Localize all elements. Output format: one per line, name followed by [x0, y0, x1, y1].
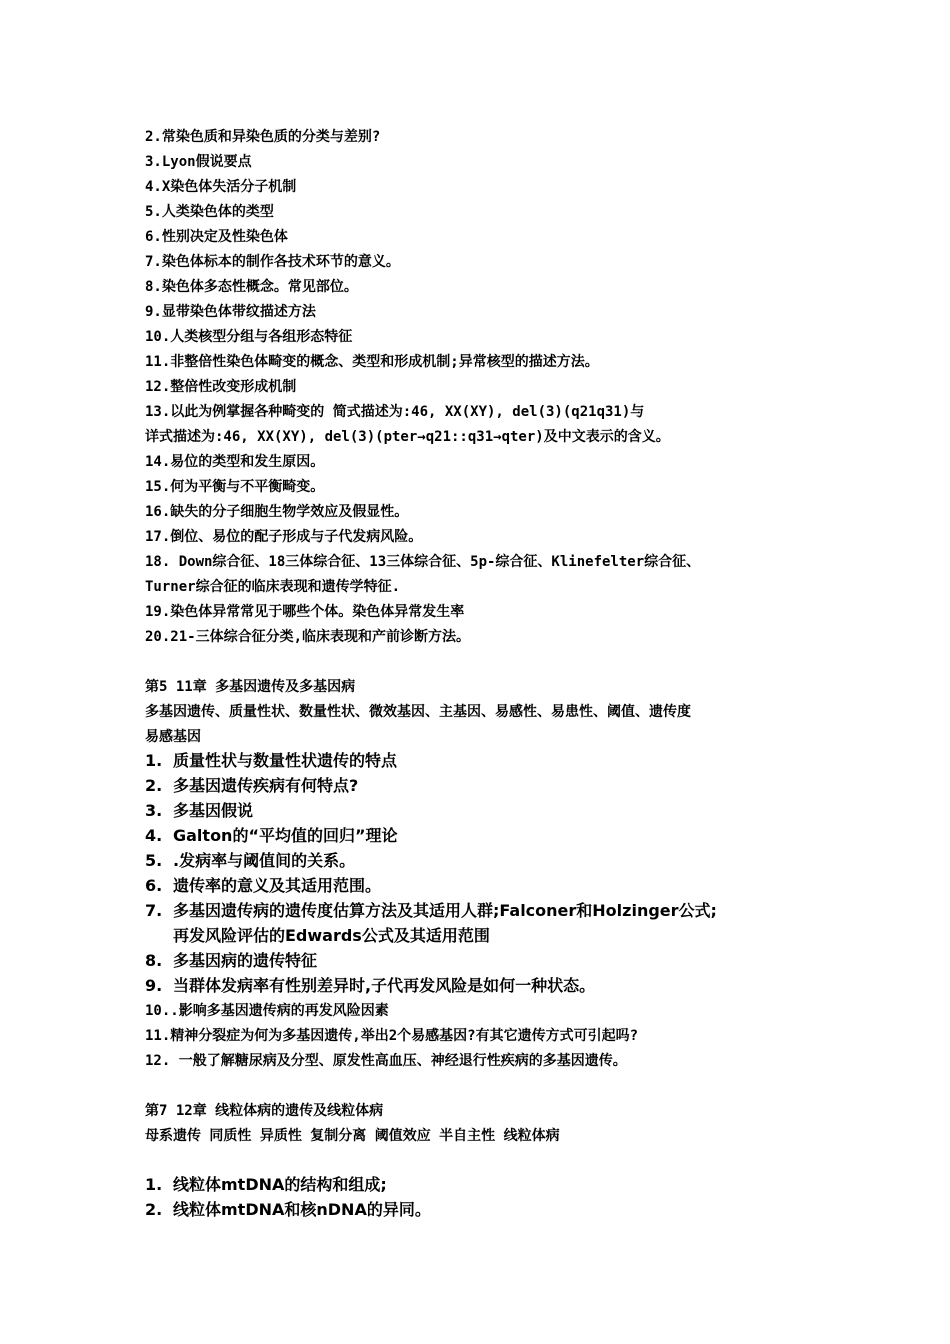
- list-item: 14.易位的类型和发生原因。: [145, 454, 325, 470]
- list-item: 12.整倍性改变形成机制: [145, 379, 297, 395]
- item-text: 多基因遗传疾病有何特点?: [173, 776, 359, 795]
- item-text: 当群体发病率有性别差异时,子代再发风险是如何一种状态。: [173, 976, 596, 995]
- list-item: [145, 876, 381, 896]
- list-item: [145, 976, 595, 996]
- list-item: [145, 826, 397, 846]
- section-heading: 第5 11章 多基因遗传及多基因病: [145, 679, 356, 695]
- item-number: 2.: [145, 1200, 163, 1219]
- item-text: 再发风险评估的Edwards公式及其适用范围: [173, 926, 490, 945]
- list-item: 8.染色体多态性概念。常见部位。: [145, 279, 358, 295]
- list-item: [145, 851, 355, 871]
- list-item: 5.人类染色体的类型: [145, 204, 274, 220]
- list-item: 4.X染色体失活分子机制: [145, 179, 297, 195]
- list-item: 12. 一般了解糖尿病及分型、原发性高血压、神经退行性疾病的多基因遗传。: [145, 1053, 627, 1069]
- item-text: 质量性状与数量性状遗传的特点: [173, 751, 398, 770]
- list-item: 20.21-三体综合征分类,临床表现和产前诊断方法。: [145, 629, 470, 645]
- list-item: [145, 801, 253, 821]
- list-item: 10.人类核型分组与各组形态特征: [145, 329, 353, 345]
- item-number: 8.: [145, 951, 163, 970]
- list-item: 16.缺失的分子细胞生物学效应及假显性。: [145, 504, 409, 520]
- item-number: 3.: [145, 801, 163, 820]
- item-number: 1.: [145, 751, 163, 770]
- item-text: 遗传率的意义及其适用范围。: [173, 876, 382, 895]
- item-text: 多基因假说: [173, 801, 254, 820]
- list-item: 17.倒位、易位的配子形成与子代发病风险。: [145, 529, 423, 545]
- list-item: 2.常染色质和异染色质的分类与差别?: [145, 129, 381, 145]
- keywords-line: 母系遗传 同质性 异质性 复制分离 阈值效应 半自主性 线粒体病: [145, 1128, 560, 1144]
- list-item: 13.以此为例掌握各种畸变的 简式描述为:46, XX(XY), del(3)(q21q31)与: [145, 404, 645, 420]
- list-item: [145, 901, 717, 921]
- list-item: 18. Down综合征、18三体综合征、13三体综合征、5p-综合征、Klinefelter综合征、: [145, 554, 701, 570]
- section-heading: 第7 12章 线粒体病的遗传及线粒体病: [145, 1103, 384, 1119]
- item-text: 线粒体mtDNA的结构和组成;: [173, 1175, 387, 1194]
- list-item: [145, 751, 397, 771]
- list-item: 19.染色体异常常见于哪些个体。染色体异常发生率: [145, 604, 465, 620]
- item-text: 多基因病的遗传特征: [173, 951, 318, 970]
- list-item: [145, 1175, 387, 1195]
- list-item: [145, 951, 317, 971]
- list-item: 9.显带染色体带纹描述方法: [145, 304, 316, 320]
- list-item: 6.性别决定及性染色体: [145, 229, 288, 245]
- list-item: 3.Lyon假说要点: [145, 154, 252, 170]
- list-item: 11.非整倍性染色体畸变的概念、类型和形成机制;异常核型的描述方法。: [145, 354, 599, 370]
- list-item: 7.染色体标本的制作各技术环节的意义。: [145, 254, 400, 270]
- list-item: [145, 776, 358, 796]
- list-item: 11.精神分裂症为何为多基因遗传,举出2个易感基因?有其它遗传方式可引起吗?: [145, 1028, 638, 1044]
- list-item-continued: [145, 926, 490, 946]
- keywords-line: 易感基因: [145, 729, 201, 745]
- item-number: 7.: [145, 901, 163, 920]
- item-text: 线粒体mtDNA和核nDNA的异同。: [173, 1200, 431, 1219]
- keywords-line: 多基因遗传、质量性状、数量性状、微效基因、主基因、易感性、易患性、阈值、遗传度: [145, 704, 691, 720]
- item-number: 9.: [145, 976, 163, 995]
- item-text: .发病率与阈值间的关系。: [173, 851, 356, 870]
- list-item: 10..影响多基因遗传病的再发风险因素: [145, 1003, 389, 1019]
- item-number: 5.: [145, 851, 163, 870]
- item-number: 6.: [145, 876, 163, 895]
- item-number: 1.: [145, 1175, 163, 1194]
- item-text: Galton的“平均值的回归”理论: [173, 826, 398, 845]
- item-number: 4.: [145, 826, 163, 845]
- list-item-continued: 详式描述为:46, XX(XY), del(3)(pter→q21::q31→qter)及中文表示的含义。: [145, 429, 670, 445]
- list-item: [145, 1200, 431, 1220]
- list-item-continued: Turner综合征的临床表现和遗传学特征.: [145, 579, 401, 595]
- list-item: 15.何为平衡与不平衡畸变。: [145, 479, 325, 495]
- item-text: 多基因遗传病的遗传度估算方法及其适用人群;Falconer和Holzinger公式;: [173, 901, 717, 920]
- item-number: 2.: [145, 776, 163, 795]
